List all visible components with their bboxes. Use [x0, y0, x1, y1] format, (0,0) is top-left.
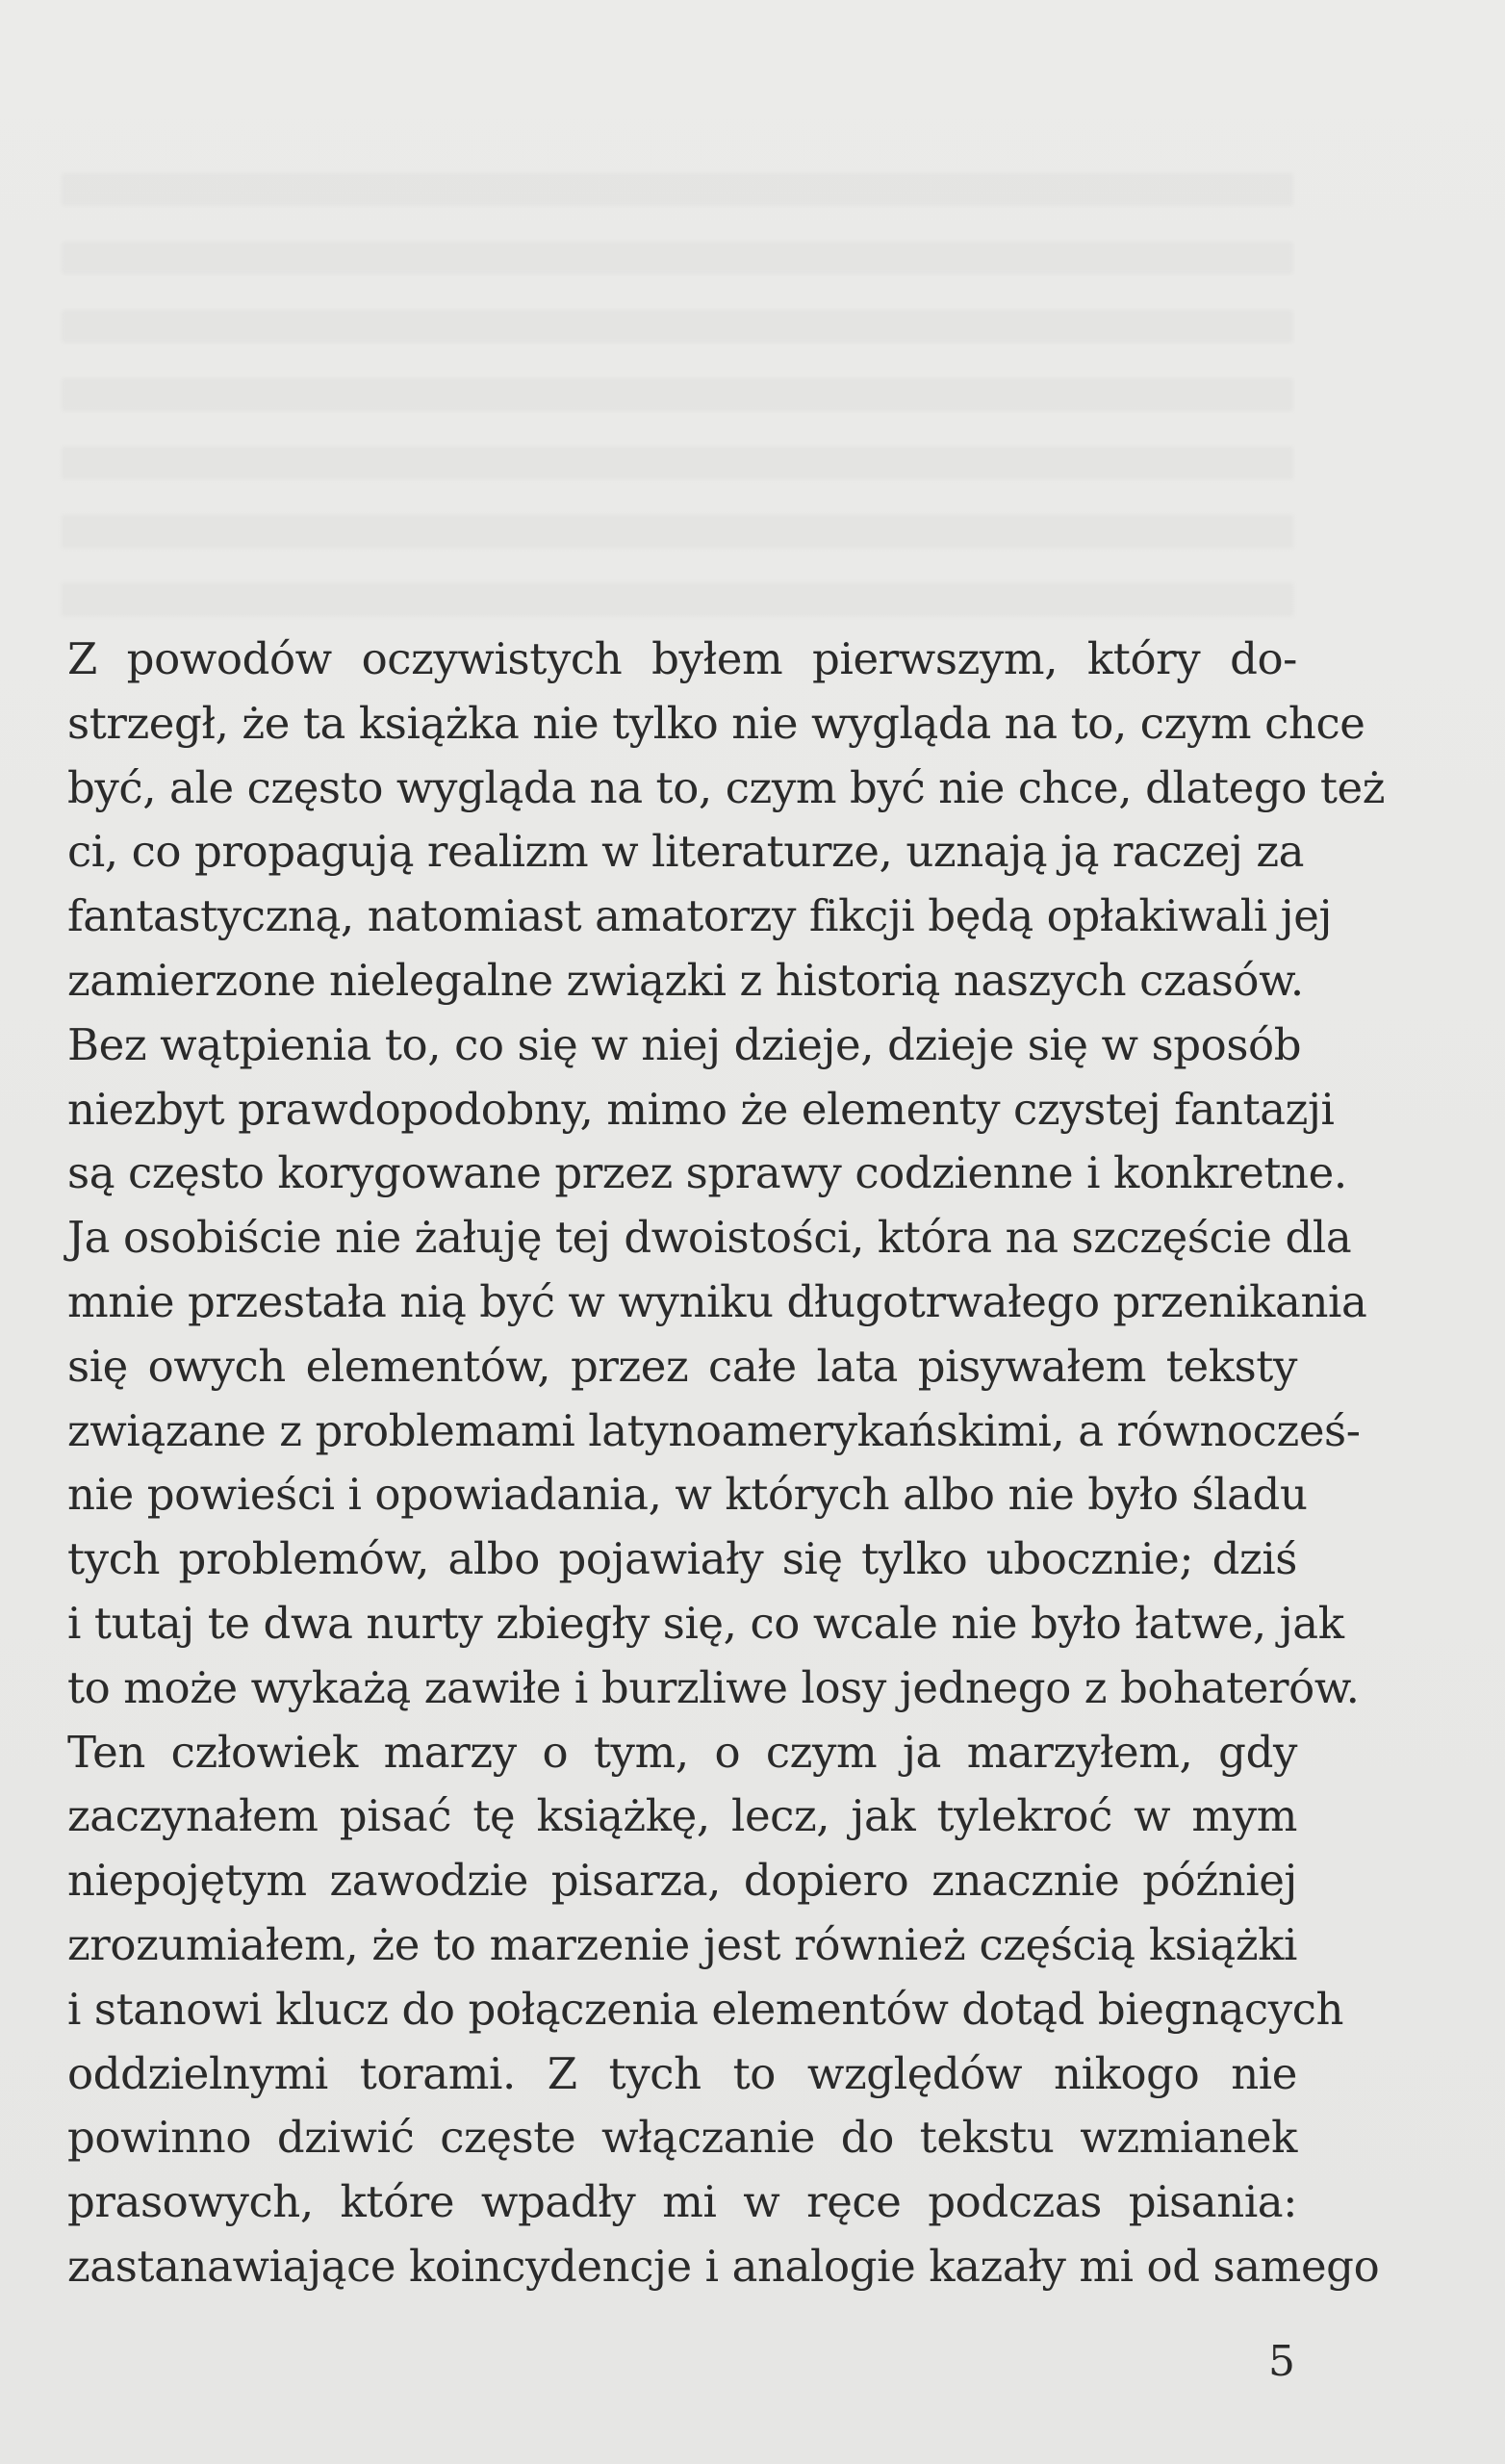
text-line: i tutaj te dwa nurty zbiegły się, co wcale nie było łatwe, jak: [67, 1597, 1344, 1649]
text-line: zamierzone nielegalne związki z historią naszych czasów.: [67, 954, 1304, 1006]
text-line: niezbyt prawdopodobny, mimo że elementy czystej fantazji: [67, 1083, 1335, 1135]
text-line: związane z problemami latynoamerykańskimi, a równocześ-: [67, 1404, 1361, 1456]
text-line: być, ale często wygląda na to, czym być nie chce, dlatego też: [67, 761, 1386, 813]
text-line: zastanawiające koincydencje i analogie kazały mi od samego: [67, 2240, 1380, 2292]
text-line: strzegł, że ta książka nie tylko nie wygląda na to, czym chce: [67, 697, 1365, 749]
text-line: to może wykażą zawiłe i burzliwe losy jednego z bohaterów.: [67, 1661, 1360, 1713]
text-line: powinno dziwić częste włączanie do tekstu wzmianek: [67, 2112, 1297, 2164]
text-line: tych problemów, albo pojawiały się tylko ubocznie; dziś: [67, 1533, 1297, 1585]
text-line: Ten człowiek marzy o tym, o czym ja marzyłem, gdy: [67, 1726, 1297, 1778]
text-line: Bez wątpienia to, co się w niej dzieje, dzieje się w sposób: [67, 1018, 1302, 1070]
text-line: oddzielnymi torami. Z tych to względów nikogo nie: [67, 2047, 1297, 2099]
text-line: Z powodów oczywistych byłem pierwszym, który do-: [67, 633, 1297, 684]
text-line: zaczynałem pisać tę książkę, lecz, jak tylekroć w mym: [67, 1790, 1297, 1842]
text-line: niepojętym zawodzie pisarza, dopiero znacznie później: [67, 1855, 1297, 1907]
text-line: prasowych, które wpadły mi w ręce podczas pisania:: [67, 2176, 1297, 2228]
text-line: fantastyczną, natomiast amatorzy fikcji będą opłakiwali jej: [67, 890, 1333, 942]
text-line: się owych elementów, przez całe lata pisywałem teksty: [67, 1340, 1297, 1392]
body-text: [67, 628, 1386, 2299]
page-number: 5: [1268, 2337, 1295, 2386]
text-line: Ja osobiście nie żałuję tej dwoistości, która na szczęście dla: [67, 1212, 1352, 1264]
show-through-text: [62, 173, 1293, 626]
text-line: ci, co propagują realizm w literaturze, uznają ją raczej za: [67, 826, 1305, 878]
text-line: nie powieści i opowiadania, w których albo nie było śladu: [67, 1469, 1308, 1521]
text-line: zrozumiałem, że to marzenie jest również częścią książki: [67, 1918, 1297, 1970]
text-line: są często korygowane przez sprawy codzienne i konkretne.: [67, 1147, 1347, 1199]
text-line: i stanowi klucz do połączenia elementów dotąd biegnących: [67, 1983, 1344, 2035]
text-line: mnie przestała nią być w wyniku długotrwałego przenikania: [67, 1275, 1367, 1327]
